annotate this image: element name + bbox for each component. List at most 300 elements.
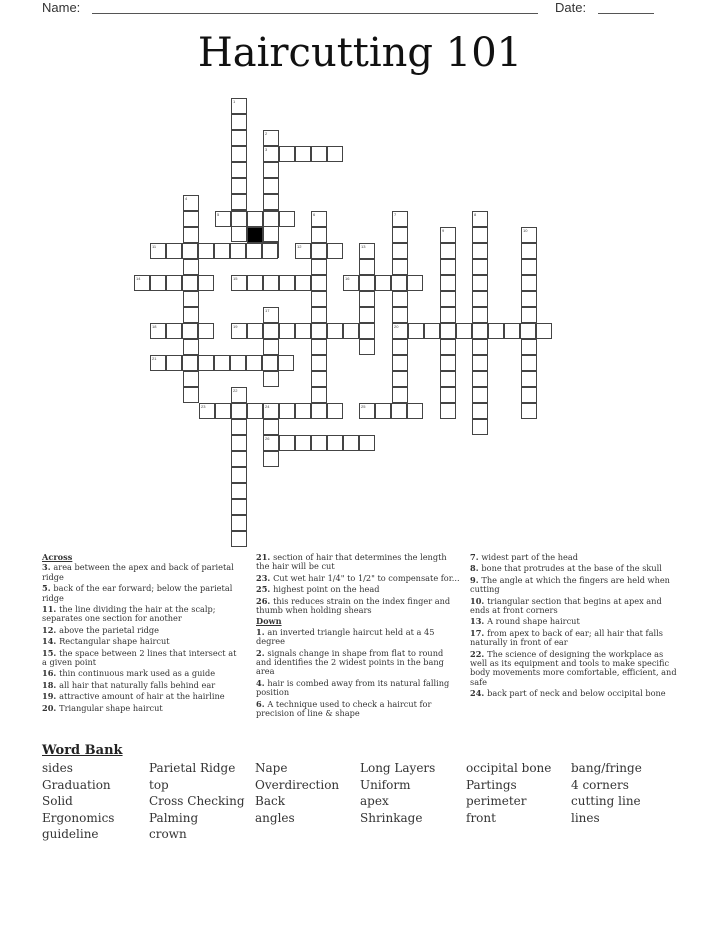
grid-cell[interactable] <box>392 259 408 275</box>
word-bank-item: Ergonomics <box>42 810 115 825</box>
grid-cell[interactable] <box>230 243 246 259</box>
grid-cell[interactable] <box>392 387 408 403</box>
grid-cell[interactable] <box>134 275 150 291</box>
clue-number: 26. <box>256 595 274 606</box>
across-clue <box>256 553 461 572</box>
grid-cell[interactable] <box>375 275 391 291</box>
grid-cell[interactable] <box>472 355 488 371</box>
grid-cell[interactable] <box>262 355 278 371</box>
clue-number: 15. <box>42 647 60 658</box>
grid-cell[interactable] <box>246 355 262 371</box>
grid-cell[interactable] <box>311 339 327 355</box>
grid-cell[interactable] <box>359 243 375 259</box>
grid-cell[interactable] <box>263 339 279 355</box>
grid-cell[interactable] <box>472 259 488 275</box>
grid-cell[interactable] <box>231 194 247 210</box>
grid-cell[interactable] <box>231 98 247 114</box>
clue-number: 7 <box>394 212 397 217</box>
word-bank-item: bang/fringe <box>571 761 642 775</box>
word-bank-item: front <box>466 810 496 825</box>
grid-cell[interactable] <box>521 243 537 259</box>
grid-cell[interactable] <box>295 435 311 451</box>
word-bank-column <box>571 761 642 827</box>
grid-cell[interactable] <box>183 195 199 211</box>
grid-cell[interactable] <box>150 243 166 259</box>
grid-cell[interactable] <box>279 275 295 291</box>
grid-cell[interactable] <box>295 146 311 162</box>
clue-number: 3 <box>265 147 268 152</box>
grid-cell[interactable] <box>392 323 408 339</box>
grid-cell[interactable] <box>263 226 279 242</box>
grid-cell[interactable] <box>472 275 488 291</box>
grid-cell[interactable] <box>231 226 247 242</box>
word-bank-column <box>255 761 339 827</box>
grid-cell[interactable] <box>263 130 279 146</box>
across-clue <box>42 605 242 624</box>
clue-text: triangular section that begins at apex and ends at front corners <box>470 595 662 616</box>
down-clue <box>256 649 461 677</box>
grid-cell[interactable] <box>183 291 199 307</box>
grid-cell[interactable] <box>247 403 263 419</box>
grid-cell[interactable] <box>392 339 408 355</box>
grid-cell[interactable] <box>199 403 215 419</box>
clue-number: 6 <box>313 212 316 217</box>
clue-number: 10. <box>470 595 488 606</box>
clue-text: The science of designing the workplace as well as its equipment and tools to make specific body movements more comfortable, efficient, and safe <box>470 648 677 687</box>
across-clue <box>42 563 242 582</box>
grid-cell[interactable] <box>472 403 488 419</box>
clue-number: 25 <box>361 404 366 409</box>
grid-cell[interactable] <box>231 323 247 339</box>
grid-cell[interactable] <box>182 355 198 371</box>
clue-number: 3. <box>42 562 54 573</box>
grid-cell[interactable] <box>295 323 311 339</box>
grid-cell[interactable] <box>263 323 279 339</box>
clue-number: 5 <box>217 212 220 217</box>
grid-cell[interactable] <box>198 355 214 371</box>
grid-cell[interactable] <box>183 339 199 355</box>
grid-cell[interactable] <box>311 435 327 451</box>
grid-cell[interactable] <box>231 435 247 451</box>
clue-text: this reduces strain on the index finger and thumb when holding shears <box>256 595 451 616</box>
down-clue <box>256 628 461 647</box>
grid-cell[interactable] <box>231 403 247 419</box>
grid-cell[interactable] <box>263 307 279 323</box>
date-label: Date: <box>555 0 587 15</box>
down-clue <box>470 576 680 595</box>
grid-cell[interactable] <box>472 371 488 387</box>
word-bank-item: cutting line <box>571 794 641 808</box>
grid-cell[interactable] <box>311 355 327 371</box>
grid-cell[interactable] <box>182 275 198 291</box>
grid-cell[interactable] <box>472 307 488 323</box>
clue-number: 2 <box>265 131 268 136</box>
grid-cell[interactable] <box>359 435 375 451</box>
grid-cell[interactable] <box>521 339 537 355</box>
grid-cell[interactable] <box>279 403 295 419</box>
grid-cell[interactable] <box>311 227 327 243</box>
grid-cell[interactable] <box>359 339 375 355</box>
grid-cell[interactable] <box>359 307 375 323</box>
word-bank-item: Partings <box>466 777 517 792</box>
grid-cell[interactable] <box>392 211 408 227</box>
clue-text: back part of neck and below occipital bone <box>487 688 666 699</box>
clue-number: 8. <box>470 563 482 574</box>
grid-cell[interactable] <box>231 467 247 483</box>
clue-number: 13. <box>470 616 488 627</box>
grid-cell[interactable] <box>295 403 311 419</box>
clue-number: 17. <box>470 627 488 638</box>
grid-cell[interactable] <box>263 146 279 162</box>
grid-cell[interactable] <box>311 146 327 162</box>
grid-cell[interactable] <box>182 243 198 259</box>
word-bank-column <box>42 761 114 844</box>
grid-cell[interactable] <box>247 275 263 291</box>
clue-number: 1 <box>233 99 236 104</box>
grid-cell[interactable] <box>520 323 536 339</box>
clue-number: 14. <box>42 636 60 647</box>
grid-cell[interactable] <box>231 531 247 547</box>
grid-cell[interactable] <box>472 323 488 339</box>
clue-number: 19 <box>233 324 238 329</box>
word-bank-item: Parietal Ridge <box>149 761 236 775</box>
grid-cell[interactable] <box>279 146 295 162</box>
grid-cell[interactable] <box>407 275 423 291</box>
grid-cell[interactable] <box>247 211 263 227</box>
word-bank-item: Back <box>255 794 285 808</box>
grid-cell[interactable] <box>359 323 375 339</box>
grid-cell[interactable] <box>231 130 247 146</box>
grid-cell[interactable] <box>311 291 327 307</box>
grid-cell[interactable] <box>472 243 488 259</box>
grid-cell[interactable] <box>231 178 247 194</box>
grid-cell[interactable] <box>263 435 279 451</box>
grid-cell[interactable] <box>231 483 247 499</box>
grid-cell[interactable] <box>263 211 279 227</box>
grid-cell[interactable] <box>198 323 214 339</box>
grid-cell[interactable] <box>440 323 456 339</box>
grid-cell[interactable] <box>327 146 343 162</box>
grid-cell[interactable] <box>231 499 247 515</box>
word-bank-item: Cross Checking <box>149 794 245 808</box>
grid-cell[interactable] <box>440 307 456 323</box>
clue-number: 12. <box>42 624 60 635</box>
clue-text: signals change in shape from flat to round and identifies the 2 widest points in the bang area <box>256 647 444 677</box>
across-clue <box>42 637 242 646</box>
word-bank-column <box>360 761 435 827</box>
clue-number: 18. <box>42 679 60 690</box>
word-bank-item: Solid <box>42 794 73 808</box>
grid-cell[interactable] <box>392 355 408 371</box>
across-clue <box>256 574 461 583</box>
across-clue <box>256 585 461 594</box>
grid-cell[interactable] <box>521 227 537 243</box>
grid-cell[interactable] <box>231 211 247 227</box>
across-clue <box>42 649 242 668</box>
grid-cell[interactable] <box>166 275 182 291</box>
clue-number: 21. <box>256 552 274 562</box>
clue-number: 1. <box>256 626 268 637</box>
grid-cell[interactable] <box>311 259 327 275</box>
grid-cell[interactable] <box>279 435 295 451</box>
grid-cell[interactable] <box>231 387 247 403</box>
grid-cell[interactable] <box>231 114 247 130</box>
grid-cell[interactable] <box>263 371 279 387</box>
grid-cell[interactable] <box>391 403 407 419</box>
down-clue <box>470 564 680 573</box>
across-clue <box>42 704 242 713</box>
clue-text: bone that protrudes at the base of the skull <box>481 563 662 574</box>
grid-cell[interactable] <box>440 291 456 307</box>
grid-cell[interactable] <box>230 355 246 371</box>
grid-cell[interactable] <box>263 419 279 435</box>
clue-number: 20 <box>394 324 399 329</box>
down-clue <box>256 679 461 698</box>
word-bank-title: Word Bank <box>42 743 123 758</box>
grid-cell[interactable] <box>150 355 166 371</box>
clue-text: A round shape haircut <box>487 616 580 627</box>
grid-cell[interactable] <box>375 403 391 419</box>
clue-number: 11. <box>42 604 60 615</box>
grid-cell[interactable] <box>440 227 456 243</box>
grid-cell[interactable] <box>311 403 327 419</box>
grid-cell[interactable] <box>263 275 279 291</box>
grid-cell[interactable] <box>150 323 166 339</box>
grid-cell[interactable] <box>488 323 504 339</box>
grid-cell[interactable] <box>311 211 327 227</box>
grid-cell[interactable] <box>327 323 343 339</box>
word-bank-item: sides <box>42 761 73 775</box>
clue-number: 8 <box>474 212 477 217</box>
grid-cell[interactable] <box>392 243 408 259</box>
down-heading: Down <box>256 616 282 627</box>
clue-number: 11 <box>152 244 157 249</box>
word-bank-item: Long Layers <box>360 761 436 775</box>
grid-cell[interactable] <box>263 451 279 467</box>
clue-text: Triangular shape haircut <box>59 702 163 713</box>
grid-cell[interactable] <box>472 419 488 435</box>
grid-cell[interactable] <box>150 275 166 291</box>
grid-cell[interactable] <box>295 275 311 291</box>
across-clue <box>42 692 242 701</box>
clue-text: from apex to back of ear; all hair that falls naturally in front of ear <box>470 627 663 648</box>
grid-cell[interactable] <box>440 275 456 291</box>
word-bank-item: Palming <box>149 810 199 825</box>
grid-cell[interactable] <box>440 355 456 371</box>
grid-cell[interactable] <box>311 275 327 291</box>
grid-cell[interactable] <box>279 211 295 227</box>
grid-cell[interactable] <box>343 323 359 339</box>
grid-cell[interactable] <box>231 515 247 531</box>
across-clue <box>42 584 242 603</box>
grid-cell[interactable] <box>440 339 456 355</box>
grid-cell[interactable] <box>327 435 343 451</box>
grid-cell[interactable] <box>521 259 537 275</box>
grid-cell[interactable] <box>183 211 199 227</box>
clue-text: Rectangular shape haircut <box>59 636 170 647</box>
grid-cell[interactable] <box>359 403 375 419</box>
grid-cell[interactable] <box>472 291 488 307</box>
grid-cell[interactable] <box>536 323 552 339</box>
grid-cell[interactable] <box>327 243 343 259</box>
down-clue <box>470 650 680 688</box>
clue-text: an inverted triangle haircut held at a 45 degree <box>256 626 435 647</box>
grid-cell[interactable] <box>198 243 214 259</box>
word-bank-item: guideline <box>42 827 99 841</box>
across-clue <box>42 669 242 678</box>
grid-cell[interactable] <box>166 355 182 371</box>
clue-number: 22. <box>470 648 488 659</box>
grid-cell[interactable] <box>440 371 456 387</box>
grid-cell[interactable] <box>392 371 408 387</box>
grid-cell[interactable] <box>183 387 199 403</box>
grid-cell[interactable] <box>295 243 311 259</box>
grid-cell[interactable] <box>263 162 279 178</box>
grid-cell[interactable] <box>472 339 488 355</box>
grid-cell[interactable] <box>182 323 198 339</box>
clue-number: 6. <box>256 698 268 709</box>
across-heading: Across <box>42 552 73 562</box>
grid-cell[interactable] <box>166 243 182 259</box>
grid-cell[interactable] <box>214 355 230 371</box>
grid-cell[interactable] <box>231 451 247 467</box>
grid-cell[interactable] <box>327 403 343 419</box>
grid-cell[interactable] <box>198 275 214 291</box>
grid-cell[interactable] <box>359 291 375 307</box>
word-bank-item: top <box>149 777 169 792</box>
across-clue <box>42 681 242 690</box>
grid-cell[interactable] <box>521 275 537 291</box>
grid-cell[interactable] <box>231 275 247 291</box>
grid-cell[interactable] <box>311 307 327 323</box>
down-clue <box>470 597 680 616</box>
grid-cell[interactable] <box>231 419 247 435</box>
clue-number: 5. <box>42 583 54 594</box>
clue-number: 14 <box>136 276 141 281</box>
grid-cell[interactable] <box>408 323 424 339</box>
grid-cell[interactable] <box>521 387 537 403</box>
clue-number: 24 <box>265 404 270 409</box>
clue-number: 15 <box>233 276 238 281</box>
clue-text: hair is combed away from its natural falling position <box>256 677 450 698</box>
grid-cell[interactable] <box>456 323 472 339</box>
clue-text: Cut wet hair 1/4" to 1/2" to compensate for... <box>273 572 460 583</box>
clue-text: back of the ear forward; below the parietal ridge <box>42 583 233 603</box>
grid-cell[interactable] <box>440 259 456 275</box>
word-bank-item: Graduation <box>42 777 111 792</box>
grid-cell[interactable] <box>391 275 407 291</box>
down-clue <box>470 617 680 626</box>
clue-number: 9 <box>442 228 445 233</box>
grid-cell[interactable] <box>278 355 294 371</box>
clue-number: 12 <box>297 244 302 249</box>
grid-cell[interactable] <box>472 227 488 243</box>
black-cell <box>247 227 263 243</box>
grid-cell[interactable] <box>343 275 359 291</box>
grid-cell[interactable] <box>215 403 231 419</box>
grid-cell[interactable] <box>504 323 520 339</box>
grid-cell[interactable] <box>263 194 279 210</box>
grid-cell[interactable] <box>231 146 247 162</box>
grid-cell[interactable] <box>392 227 408 243</box>
grid-cell[interactable] <box>392 291 408 307</box>
grid-cell[interactable] <box>440 243 456 259</box>
clue-number: 10 <box>523 228 528 233</box>
grid-cell[interactable] <box>311 323 327 339</box>
grid-cell[interactable] <box>521 355 537 371</box>
clue-text: The angle at which the fingers are held when cutting <box>470 574 670 595</box>
clue-text: above the parietal ridge <box>59 624 159 635</box>
word-bank-item: 4 corners <box>571 777 629 792</box>
grid-cell[interactable] <box>246 243 262 259</box>
grid-cell[interactable] <box>183 371 199 387</box>
grid-cell[interactable] <box>311 371 327 387</box>
grid-cell[interactable] <box>311 243 327 259</box>
grid-cell[interactable] <box>407 403 423 419</box>
clue-number: 22 <box>233 388 238 393</box>
clue-number: 19. <box>42 691 60 702</box>
grid-cell[interactable] <box>472 211 488 227</box>
grid-cell[interactable] <box>424 323 440 339</box>
grid-cell[interactable] <box>521 403 537 419</box>
grid-cell[interactable] <box>472 387 488 403</box>
word-bank-item: crown <box>149 827 187 841</box>
grid-cell[interactable] <box>263 178 279 194</box>
word-bank-item: angles <box>255 810 295 825</box>
grid-cell[interactable] <box>392 307 408 323</box>
grid-cell[interactable] <box>166 323 182 339</box>
clue-text: attractive amount of hair at the hairline <box>59 691 225 702</box>
grid-cell[interactable] <box>343 435 359 451</box>
grid-cell[interactable] <box>521 307 537 323</box>
clue-number: 18 <box>152 324 157 329</box>
grid-cell[interactable] <box>262 243 278 259</box>
down-clue <box>470 629 680 648</box>
grid-cell[interactable] <box>521 371 537 387</box>
grid-cell[interactable] <box>311 387 327 403</box>
word-bank-column <box>466 761 551 827</box>
clue-number: 20. <box>42 702 60 713</box>
word-bank-item: lines <box>571 810 600 825</box>
down-clue <box>256 700 461 719</box>
grid-cell[interactable] <box>215 211 231 227</box>
clue-text: thin continuous mark used as a guide <box>59 668 216 679</box>
word-bank-item: Nape <box>255 761 288 775</box>
grid-cell[interactable] <box>214 243 230 259</box>
clue-number: 26 <box>265 436 270 441</box>
grid-cell[interactable] <box>440 403 456 419</box>
grid-cell[interactable] <box>359 275 375 291</box>
grid-cell[interactable] <box>440 387 456 403</box>
grid-cell[interactable] <box>183 259 199 275</box>
grid-cell[interactable] <box>247 323 263 339</box>
clue-text: area between the apex and back of parietal ridge <box>42 562 234 582</box>
grid-cell[interactable] <box>263 403 279 419</box>
word-bank-item: occipital bone <box>466 761 552 775</box>
grid-cell[interactable] <box>279 323 295 339</box>
grid-cell[interactable] <box>231 162 247 178</box>
clue-number: 9. <box>470 574 482 585</box>
grid-cell[interactable] <box>359 259 375 275</box>
grid-cell[interactable] <box>183 307 199 323</box>
page-title: Haircutting 101 <box>197 30 523 76</box>
grid-cell[interactable] <box>521 291 537 307</box>
grid-cell[interactable] <box>183 227 199 243</box>
word-bank-item: Shrinkage <box>360 810 423 825</box>
clue-text: the line dividing the hair at the scalp; separates one section for another <box>42 604 216 624</box>
across-clue <box>256 597 461 616</box>
across-clue <box>42 626 242 635</box>
